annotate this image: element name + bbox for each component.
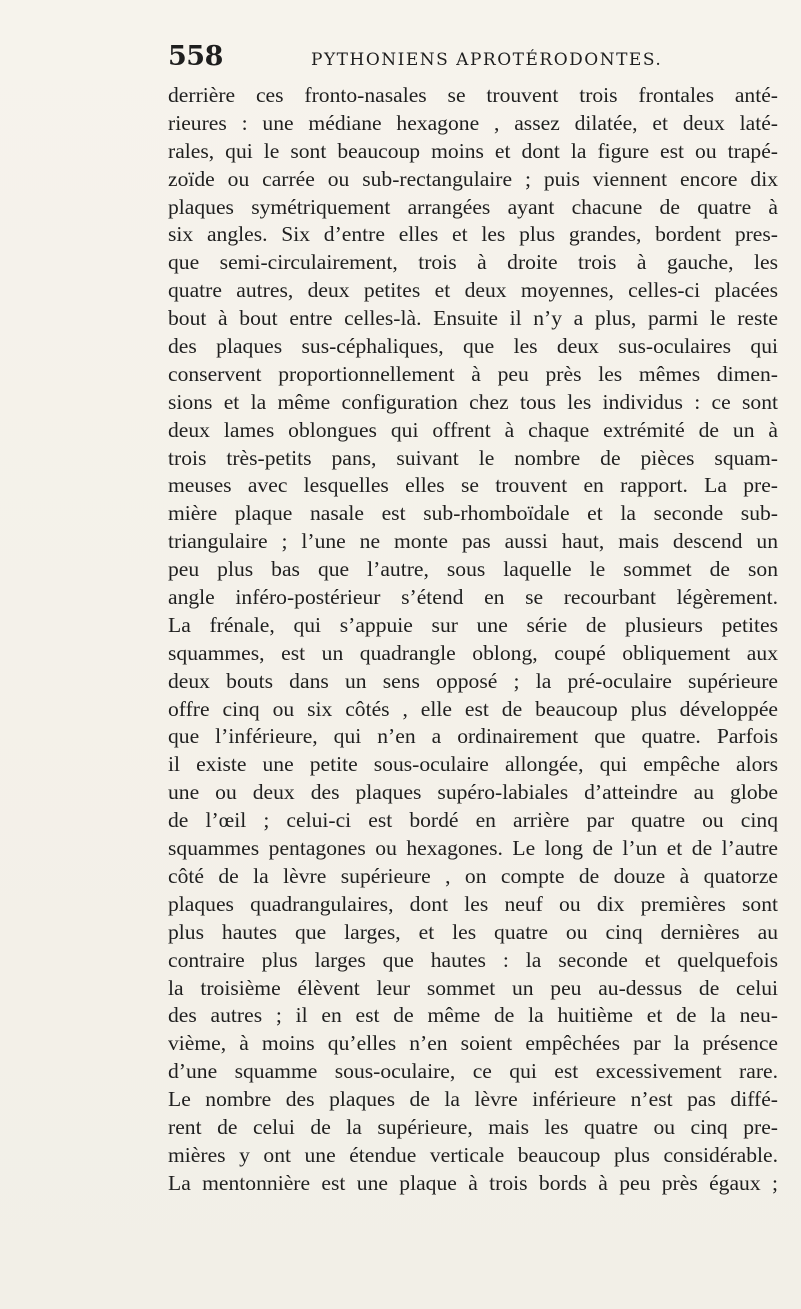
text-line: conservent proportionnellement à peu près les mêmes dimen- <box>168 361 778 386</box>
text-line: La frénale, qui s’appuie sur une série de plusieurs petites <box>168 612 778 637</box>
text-line: que semi-circulairement, trois à droite trois à gauche, les <box>168 250 778 275</box>
text-line: squammes pentagones ou hexagones. Le long de l’un et de l’autre <box>168 836 778 861</box>
page-number: 558 <box>168 41 223 72</box>
text-line: Le nombre des plaques de la lèvre inférieure n’est pas diffé- <box>168 1087 778 1112</box>
text-line: plaques symétriquement arrangées ayant chacune de quatre à <box>168 194 778 219</box>
text-line: peu plus bas que l’autre, sous laquelle le sommet de son <box>168 557 778 582</box>
text-line: plus hautes que larges, et les quatre ou cinq dernières au <box>168 919 778 944</box>
text-line: rales, qui le sont beaucoup moins et dont la figure est ou trapé- <box>168 138 778 163</box>
body-paragraph <box>168 82 778 1198</box>
text-line: rieures : une médiane hexagone , assez dilatée, et deux laté- <box>168 110 778 135</box>
text-line: la troisième élèvent leur sommet un peu au-dessus de celui <box>168 975 778 1000</box>
text-line: côté de la lèvre supérieure , on compte de douze à quatorze <box>168 863 778 888</box>
text-line: bout à bout entre celles-là. Ensuite il n’y a plus, parmi le reste <box>168 306 778 331</box>
text-line: mières y ont une étendue verticale beaucoup plus considérable. <box>168 1142 778 1167</box>
text-line: des autres ; il en est de même de la huitième et de la neu- <box>168 1003 778 1028</box>
text-line: mière plaque nasale est sub-rhomboïdale et la seconde sub- <box>168 501 778 526</box>
text-line: trois très-petits pans, suivant le nombre de pièces squam- <box>168 445 778 470</box>
text-line: vième, à moins qu’elles n’en soient empêchées par la présence <box>168 1031 778 1056</box>
text-line: contraire plus larges que hautes : la seconde et quelquefois <box>168 947 778 972</box>
text-line: quatre autres, deux petites et deux moyennes, celles-ci placées <box>168 278 778 303</box>
text-line: des plaques sus-céphaliques, que les deux sus-oculaires qui <box>168 334 778 359</box>
text-line: meuses avec lesquelles elles se trouvent en rapport. La pre- <box>168 473 778 498</box>
text-line: triangulaire ; l’une ne monte pas aussi haut, mais descend un <box>168 529 778 554</box>
text-line: squammes, est un quadrangle oblong, coupé obliquement aux <box>168 640 778 665</box>
text-line: deux lames oblongues qui offrent à chaque extrémité de un à <box>168 417 778 442</box>
text-line: une ou deux des plaques supéro-labiales d’atteindre au globe <box>168 780 778 805</box>
text-line: que l’inférieure, qui n’en a ordinairement que quatre. Parfois <box>168 724 778 749</box>
text-line: six angles. Six d’entre elles et les plus grandes, bordent pres- <box>168 222 778 247</box>
text-line: La mentonnière est une plaque à trois bords à peu près égaux ; <box>168 1170 778 1195</box>
text-line: d’une squamme sous-oculaire, ce qui est excessivement rare. <box>168 1059 778 1084</box>
text-line: il existe une petite sous-oculaire allongée, qui empêche alors <box>168 752 778 777</box>
text-line: sions et la même configuration chez tous les individus : ce sont <box>168 389 778 414</box>
text-line: de l’œil ; celui-ci est bordé en arrière par quatre ou cinq <box>168 808 778 833</box>
text-line: offre cinq ou six côtés , elle est de beaucoup plus développée <box>168 696 778 721</box>
text-line: plaques quadrangulaires, dont les neuf ou dix premières sont <box>168 891 778 916</box>
text-line: zoïde ou carrée ou sub-rectangulaire ; puis viennent encore dix <box>168 166 778 191</box>
text-line: angle inféro-postérieur s’étend en se recourbant légèrement. <box>168 585 778 610</box>
running-head: PYTHONIENS APROTÉRODONTES. <box>311 50 663 70</box>
text-line: derrière ces fronto-nasales se trouvent trois frontales anté- <box>168 83 778 107</box>
text-line: deux bouts dans un sens opposé ; la pré-oculaire supérieure <box>168 668 778 693</box>
text-line: rent de celui de la supérieure, mais les quatre ou cinq pre- <box>168 1114 778 1139</box>
page-header <box>168 42 778 78</box>
